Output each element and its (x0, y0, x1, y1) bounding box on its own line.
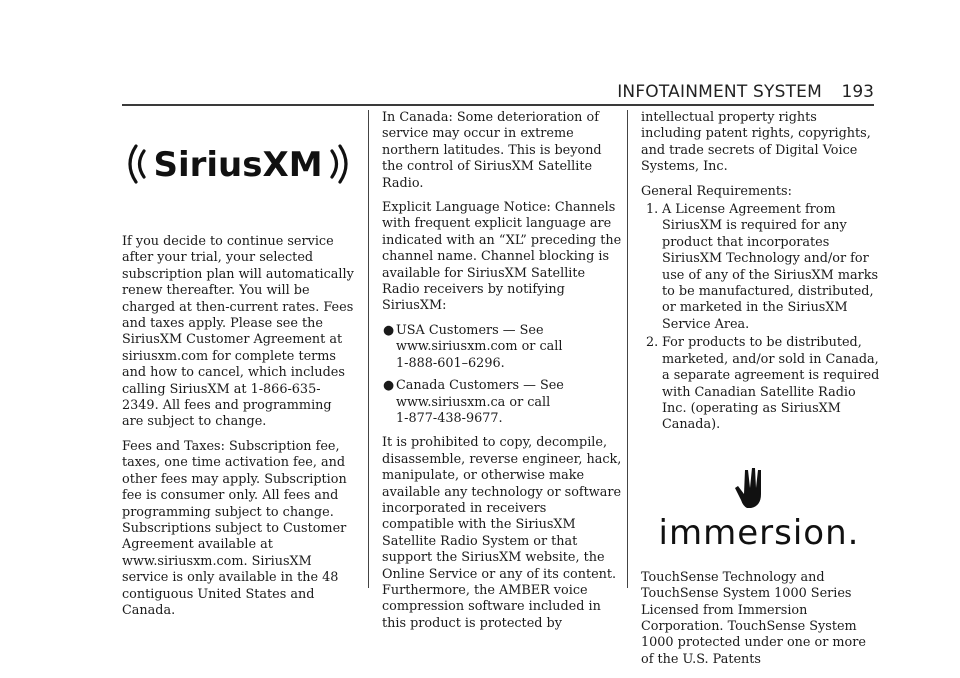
list-item-line: www.siriusxm.ca or call (396, 394, 551, 410)
paragraph: It is prohibited to copy, decompile, disassemble, reverse engineer, hack, manipulate, or otherwise make available any technology or software incorporated in receivers compatible with the SiriusXM Satellite Radio System or that support the SiriusXM website, the Online Service or any of its content. Furthermore, the AMBER voice compression software included in this product is protected by (382, 435, 622, 631)
header-rule (122, 104, 874, 106)
list-item-text: For products to be distributed, marketed, and/or sold in Canada, a separate agreement is required with Canadian Satellite Radio Inc. (operating as SiriusXM Canada). (662, 335, 880, 433)
column-1 (122, 110, 356, 627)
list-item-line: 1-888-601–6296. (396, 355, 505, 371)
list-item-line: www.siriusxm.com or call (396, 339, 563, 355)
section-title: INFOTAINMENT SYSTEM (617, 82, 822, 102)
list-item (382, 378, 622, 427)
paragraph: TouchSense Technology and TouchSense System 1000 Series Licensed from Immersion Corporation. TouchSense System 1000 protected under one or more of the U.S. Patents (641, 569, 866, 667)
paragraph: General Requirements: (641, 183, 792, 199)
list-item-line: Canada Customers — See (396, 378, 564, 394)
immersion-logo (658, 464, 860, 554)
list-item-text: A License Agreement from SiriusXM is required for any product that incorporates SiriusXM Technology and/or for use of any of the SiriusXM marks to be manufactured, distributed, or marketed in the SiriusXM Service Area. (662, 202, 879, 332)
paragraph: In Canada: Some deterioration of service may occur in extreme northern latitudes. This is beyond the control of SiriusXM Satellite Radio. (382, 110, 602, 191)
bullet-icon: ● (383, 322, 395, 338)
list-item-line: USA Customers — See (396, 322, 544, 338)
siriusxm-wordmark: SiriusXM (153, 145, 323, 185)
paragraph: intellectual property rights including patent rights, copyrights, and trade secrets of Digital Voice Systems, Inc. (641, 110, 871, 175)
list-number: 1. (646, 202, 659, 218)
list-number: 2. (646, 335, 659, 351)
column-divider-1 (368, 110, 369, 588)
column-divider-2 (627, 110, 628, 588)
bullet-list (382, 323, 622, 427)
paragraph: Explicit Language Notice: Channels with frequent explicit language are indicated with an “XL” preceding the channel name. Channel blocking is available for SiriusXM Satellite Radio receivers by notifying SiriusXM: (382, 200, 622, 314)
paragraph: Fees and Taxes: Subscription fee, taxes, one time activation fee, and other fees may apply. Subscription fee is consumer only. All fees and programming subject to change. Subscriptions subject to Customer Agreement available at www.siriusxm.com. SiriusXM service is only available in the 48 contiguous United States and Canada. (122, 438, 347, 618)
requirements-list (641, 202, 881, 434)
column-2 (382, 110, 622, 640)
paragraph: If you decide to continue service after your trial, your selected subscription plan will automatically renew thereafter. You will be charged at then-current rates. Fees and taxes apply. Please see the SiriusXM Customer Agreement at siriusxm.com for complete terms and how to cancel, which includes calling SiriusXM at 1-866-635-2349. All fees and programming are subject to change. (122, 234, 354, 430)
list-item-line: 1-877-438-9677. (396, 410, 503, 426)
list-item (641, 335, 881, 433)
page-number: 193 (841, 82, 874, 102)
list-item (382, 323, 622, 372)
siriusxm-logo-icon (122, 134, 354, 194)
list-item (641, 202, 881, 333)
immersion-hand-icon (735, 468, 761, 508)
column-3 (641, 110, 881, 676)
immersion-wordmark: immersion. (658, 512, 860, 553)
bullet-icon: ● (383, 378, 395, 394)
